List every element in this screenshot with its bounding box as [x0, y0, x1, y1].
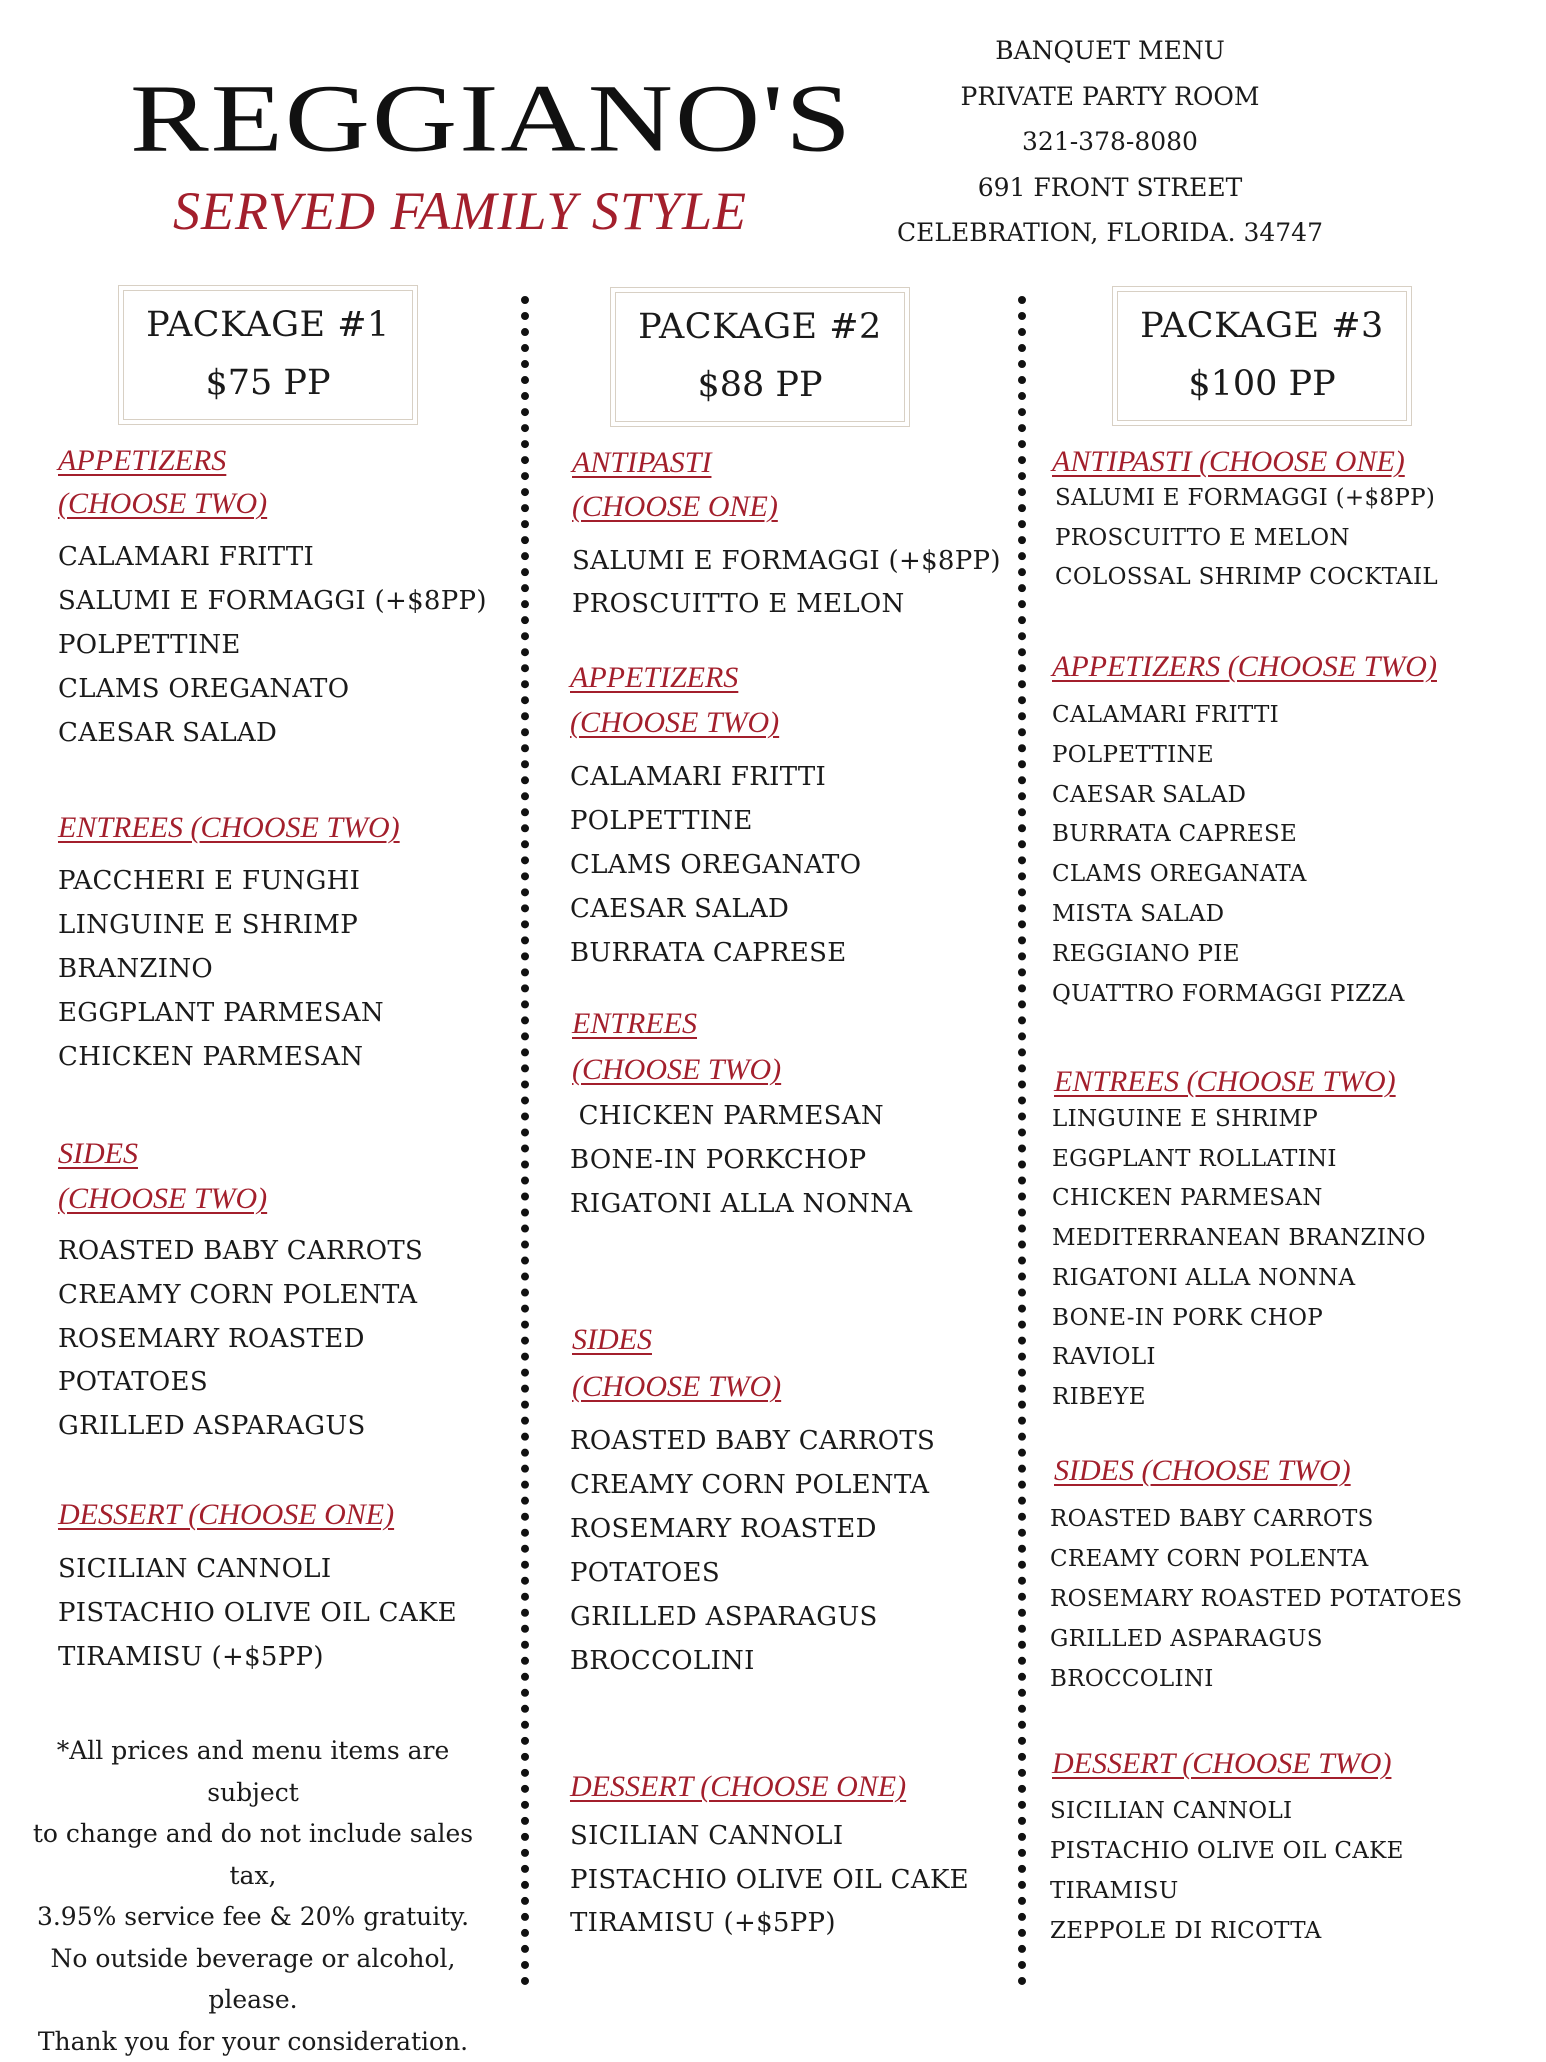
menu-item: MISTA SALAD — [1052, 903, 1224, 926]
menu-item: BONE-IN PORKCHOP — [570, 1147, 866, 1173]
disclaimer-line: to change and do not include sales tax, — [8, 1813, 498, 1896]
menu-item: CLAMS OREGANATO — [570, 852, 861, 878]
menu-item: CAESAR SALAD — [58, 720, 277, 746]
menu-item: RIBEYE — [1052, 1386, 1146, 1409]
menu-item: CALAMARI FRITTI — [570, 764, 826, 790]
menu-type: BANQUET MENU — [880, 28, 1340, 74]
entrees-heading: ENTREES (CHOOSE TWO) — [1054, 1067, 1396, 1097]
menu-item: GRILLED ASPARAGUS — [58, 1413, 366, 1439]
menu-item: ROSEMARY ROASTED — [58, 1326, 365, 1352]
appetizers-heading-choice: (CHOOSE TWO) — [570, 708, 779, 738]
sides-heading-choice: (CHOOSE TWO) — [572, 1372, 781, 1402]
package-title: PACKAGE #1 — [119, 308, 417, 343]
menu-item: TIRAMISU (+$5PP) — [570, 1910, 836, 1936]
menu-item: ROASTED BABY CARROTS — [570, 1428, 935, 1454]
street-address: 691 FRONT STREET — [880, 165, 1340, 211]
package-2-header — [610, 287, 910, 427]
menu-item: PROSCUITTO E MELON — [1055, 527, 1350, 550]
menu-item: EGGPLANT PARMESAN — [58, 1000, 384, 1026]
menu-item: CLAMS OREGANATO — [58, 676, 349, 702]
menu-item: PISTACHIO OLIVE OIL CAKE — [570, 1867, 969, 1893]
menu-item: BROCCOLINI — [570, 1648, 755, 1674]
disclaimer-line: *All prices and menu items are subject — [8, 1730, 498, 1813]
disclaimer-line: No outside beverage or alcohol, please. — [8, 1938, 498, 2021]
sides-heading: SIDES — [58, 1139, 138, 1169]
menu-item: BONE-IN PORK CHOP — [1052, 1307, 1323, 1330]
menu-item: CALAMARI FRITTI — [1052, 704, 1279, 727]
menu-item: CREAMY CORN POLENTA — [1050, 1548, 1368, 1571]
menu-item: CHICKEN PARMESAN — [58, 1044, 363, 1070]
pricing-disclaimer — [8, 1730, 498, 2062]
menu-item: TIRAMISU — [1050, 1880, 1179, 1903]
sides-heading: SIDES (CHOOSE TWO) — [1054, 1456, 1351, 1486]
menu-item: SICILIAN CANNOLI — [58, 1556, 331, 1582]
menu-item: POTATOES — [58, 1369, 208, 1395]
entrees-heading-choice: (CHOOSE TWO) — [572, 1055, 781, 1085]
menu-item: CREAMY CORN POLENTA — [570, 1472, 929, 1498]
menu-item: BURRATA CAPRESE — [1052, 823, 1297, 846]
menu-item: LINGUINE E SHRIMP — [1052, 1108, 1318, 1131]
appetizers-heading: APPETIZERS — [58, 446, 226, 476]
menu-item: PISTACHIO OLIVE OIL CAKE — [58, 1600, 457, 1626]
menu-item: MEDITERRANEAN BRANZINO — [1052, 1227, 1426, 1250]
appetizers-heading-choice: (CHOOSE TWO) — [58, 489, 267, 519]
menu-item: SALUMI E FORMAGGI (+$8PP) — [1055, 487, 1435, 510]
menu-item: REGGIANO PIE — [1052, 943, 1240, 966]
dessert-heading: DESSERT (CHOOSE ONE) — [58, 1500, 394, 1530]
menu-item: POTATOES — [570, 1560, 720, 1586]
menu-item: POLPETTINE — [1052, 744, 1214, 767]
menu-item: RIGATONI ALLA NONNA — [570, 1191, 912, 1217]
menu-item: CLAMS OREGANATA — [1052, 863, 1307, 886]
menu-item: PACCHERI E FUNGHI — [58, 868, 360, 894]
antipasti-heading-choice: (CHOOSE ONE) — [572, 492, 778, 522]
menu-item: SALUMI E FORMAGGI (+$8PP) — [58, 588, 487, 614]
dessert-heading: DESSERT (CHOOSE ONE) — [570, 1772, 906, 1802]
menu-item: GRILLED ASPARAGUS — [1050, 1628, 1323, 1651]
disclaimer-line: 3.95% service fee & 20% gratuity. — [8, 1896, 498, 1938]
room-type: PRIVATE PARTY ROOM — [880, 74, 1340, 120]
menu-item: EGGPLANT ROLLATINI — [1052, 1148, 1337, 1171]
menu-item: SICILIAN CANNOLI — [570, 1823, 843, 1849]
menu-item: SALUMI E FORMAGGI (+$8PP) — [572, 548, 1001, 574]
column-divider-right — [1018, 296, 1026, 1986]
restaurant-name: REGGIANO'S — [130, 70, 790, 167]
menu-item: GRILLED ASPARAGUS — [570, 1604, 878, 1630]
appetizers-heading: APPETIZERS — [570, 663, 738, 693]
menu-item: CAESAR SALAD — [570, 896, 789, 922]
service-style: SERVED FAMILY STYLE — [130, 184, 790, 238]
package-price: $88 PP — [611, 368, 909, 403]
package-3-header — [1112, 286, 1412, 426]
menu-item: ROSEMARY ROASTED POTATOES — [1050, 1588, 1462, 1611]
entrees-heading: ENTREES (CHOOSE TWO) — [58, 813, 400, 843]
antipasti-heading: ANTIPASTI (CHOOSE ONE) — [1052, 447, 1405, 477]
menu-item: POLPETTINE — [58, 632, 241, 658]
menu-item: PROSCUITTO E MELON — [572, 591, 905, 617]
menu-item: BROCCOLINI — [1050, 1668, 1214, 1691]
menu-item: ROASTED BABY CARROTS — [1050, 1508, 1374, 1531]
disclaimer-line: Thank you for your consideration. — [8, 2021, 498, 2062]
menu-item: ROSEMARY ROASTED — [570, 1516, 877, 1542]
package-price: $100 PP — [1113, 367, 1411, 402]
package-1-header — [118, 285, 418, 425]
menu-item: POLPETTINE — [570, 808, 753, 834]
phone-number: 321-378-8080 — [880, 119, 1340, 165]
dessert-heading: DESSERT (CHOOSE TWO) — [1052, 1749, 1391, 1779]
brand-header — [130, 70, 790, 238]
menu-item: BURRATA CAPRESE — [570, 940, 847, 966]
menu-item: RIGATONI ALLA NONNA — [1052, 1267, 1355, 1290]
menu-item: ZEPPOLE DI RICOTTA — [1050, 1920, 1322, 1943]
menu-item: TIRAMISU (+$5PP) — [58, 1644, 324, 1670]
menu-item: QUATTRO FORMAGGI PIZZA — [1052, 983, 1405, 1006]
menu-item: COLOSSAL SHRIMP COCKTAIL — [1055, 566, 1438, 589]
menu-item: ROASTED BABY CARROTS — [58, 1238, 423, 1264]
menu-item: CHICKEN PARMESAN — [1052, 1187, 1323, 1210]
package-price: $75 PP — [119, 366, 417, 401]
menu-item: CALAMARI FRITTI — [58, 544, 314, 570]
menu-item: CHICKEN PARMESAN — [570, 1103, 884, 1129]
contact-info — [880, 28, 1340, 256]
package-title: PACKAGE #3 — [1113, 309, 1411, 344]
menu-item: BRANZINO — [58, 956, 213, 982]
antipasti-heading: ANTIPASTI — [572, 448, 711, 478]
column-divider-left — [521, 296, 529, 1986]
city-state-zip: CELEBRATION, FLORIDA. 34747 — [880, 210, 1340, 256]
menu-item: SICILIAN CANNOLI — [1050, 1800, 1292, 1823]
menu-item: CAESAR SALAD — [1052, 784, 1246, 807]
menu-item: PISTACHIO OLIVE OIL CAKE — [1050, 1840, 1404, 1863]
package-title: PACKAGE #2 — [611, 310, 909, 345]
appetizers-heading: APPETIZERS (CHOOSE TWO) — [1052, 652, 1437, 682]
sides-heading: SIDES — [572, 1325, 652, 1355]
menu-item: CREAMY CORN POLENTA — [58, 1282, 417, 1308]
entrees-heading: ENTREES — [572, 1009, 697, 1039]
menu-item: LINGUINE E SHRIMP — [58, 912, 358, 938]
menu-item: RAVIOLI — [1052, 1346, 1156, 1369]
sides-heading-choice: (CHOOSE TWO) — [58, 1184, 267, 1214]
